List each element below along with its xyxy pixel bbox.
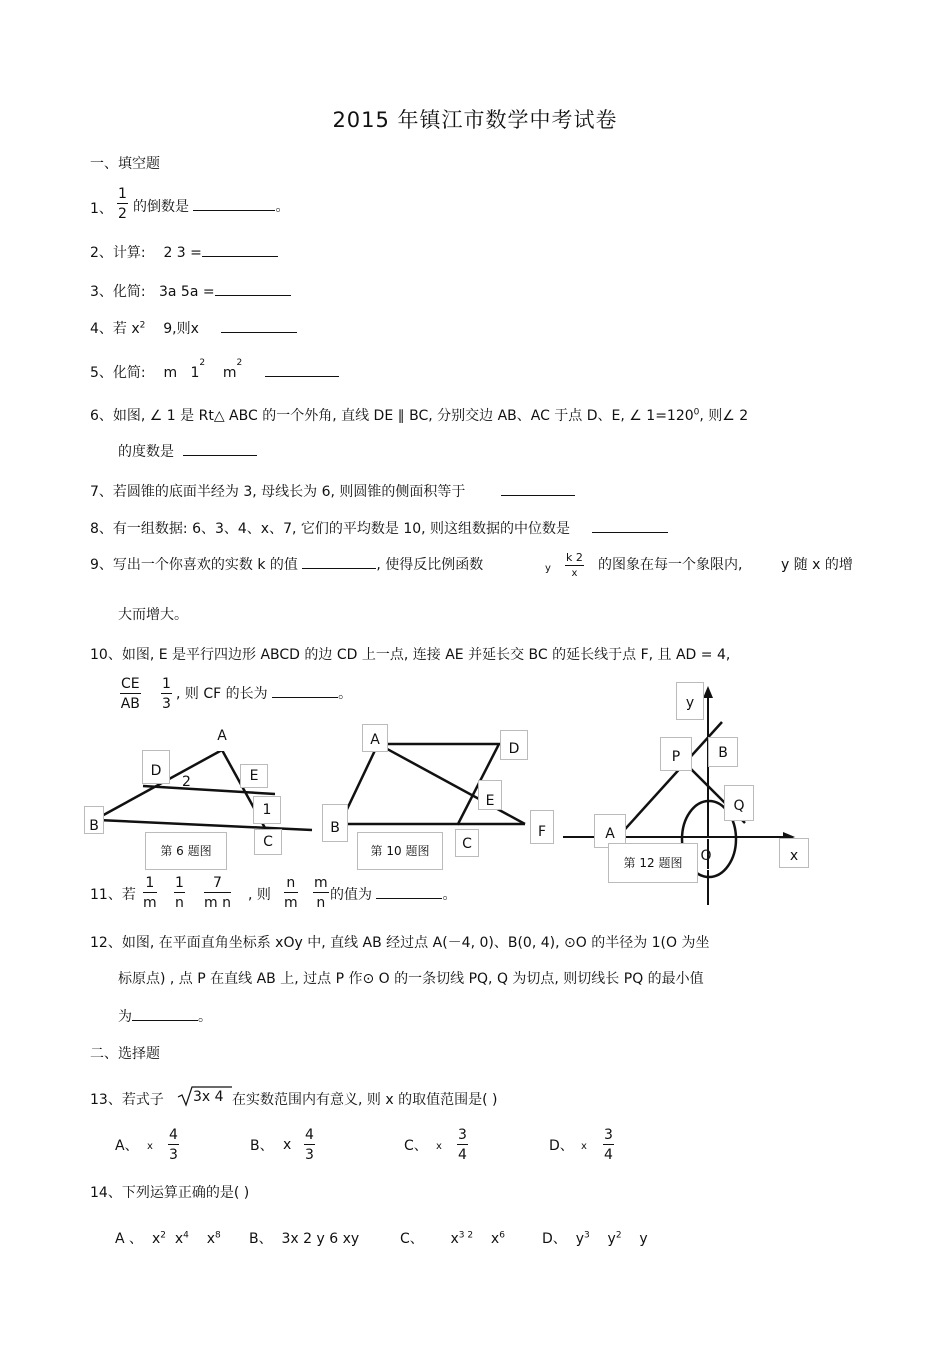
fig10-label-b: B (322, 804, 348, 842)
section-multiple-choice: 二、选择题 (90, 1046, 160, 1062)
q13-option-a-label[interactable]: A、 (115, 1138, 139, 1154)
q13-rest: 在实数范围内有意义, 则 x 的取值范围是( ) (232, 1092, 498, 1108)
q1-number: 1、 (90, 201, 113, 217)
fig12-label-y: y (676, 682, 704, 720)
q13-option-c-frac: $\frac{3}{4}$ (458, 1127, 467, 1163)
q11-frac3: $\frac{7}{\text{m n}}$ (204, 875, 231, 911)
q10-line2: , 则 CF 的长为 。 (176, 686, 353, 702)
q14-option-d[interactable]: D、 $y^3$ $y^2$ y (542, 1230, 648, 1247)
fig12-label-q: Q (724, 785, 754, 821)
fig10-parallelogram (340, 744, 499, 824)
fig12-label-b: B (708, 737, 738, 767)
q9-line2: 大而增大。 (118, 607, 188, 623)
fig6-label-c: C (254, 829, 282, 855)
q11-end: 的值为 。 (330, 887, 457, 903)
fig6-caption: 第 6 题图 (145, 832, 227, 870)
q11-frac5: $\frac{m}{n}$ (314, 875, 328, 911)
q1-text: 的倒数是 。 (133, 199, 290, 215)
q7: 7、若圆锥的底面半经为 3, 母线长为 6, 则圆锥的侧面积等于 (90, 481, 575, 501)
q13-option-d-frac: $\frac{3}{4}$ (604, 1127, 613, 1163)
q13-option-a-x: x (147, 1141, 153, 1152)
fig12-label-o: O (690, 838, 722, 870)
q6-line1: 6、如图, ∠ 1 是 Rt△ ABC 的一个外角, 直线 DE ∥ BC, 分别交边 AB、AC 于点 D、E, ∠ $1=120^0$, 则∠ 2 (90, 407, 749, 424)
fig6-label-a: A (208, 727, 236, 751)
q13-text: 13、若式子 (90, 1092, 164, 1108)
fig12-y-arrow (703, 686, 713, 698)
q14-option-a[interactable]: A 、 $x^2$ $x^4$ $x^8$ (115, 1230, 221, 1247)
fig10-caption: 第 10 题图 (357, 832, 443, 870)
q6-line2: 的度数是 (118, 441, 257, 461)
fig10-label-e: E (478, 780, 502, 810)
q9-y: y (545, 563, 551, 574)
q12-line2: 标原点) , 点 P 在直线 AB 上, 过点 P 作⊙ O 的一条切线 PQ, Q 为切点, 则切线长 PQ 的最小值 (118, 971, 704, 987)
q3: 3、化简: 3a 5a = (90, 281, 291, 301)
q1-denominator: 2 (118, 206, 127, 222)
q11-frac4: $\frac{n}{m}$ (284, 875, 298, 911)
q9-denominator: x (571, 568, 578, 579)
q14-option-c[interactable]: C、 $x^{3 2}$ $x^6$ (400, 1230, 505, 1247)
page-title: 2015 年镇江市数学中考试卷 (332, 108, 618, 132)
fig12-label-a: A (594, 814, 626, 848)
fig12-label-p: P (660, 737, 692, 771)
q14-text: 14、下列运算正确的是( ) (90, 1185, 250, 1201)
q14-option-b[interactable]: B、 3x 2 y 6 xy (249, 1231, 360, 1247)
q12-line3: 为 。 (118, 1009, 212, 1025)
q13-option-c-x: x (436, 1141, 442, 1152)
q12-line1: 12、如图, 在平面直角坐标系 xOy 中, 直线 AB 经过点 A(－4, 0)、B(0, 4), ⊙O 的半径为 1(O 为坐 (90, 935, 710, 951)
q9-part3: 的图象在每一个象限内, (598, 557, 743, 573)
q13-option-d-label[interactable]: D、 (549, 1138, 574, 1154)
fig6-label-d: D (142, 750, 170, 784)
fig6-label-1: 1 (253, 796, 281, 824)
fig12-caption: 第 12 题图 (608, 843, 698, 883)
q11-mid: , 则 (248, 887, 271, 903)
section-fill-in: 一、填空题 (90, 156, 160, 172)
q9-part1: 9、写出一个你喜欢的实数 k 的值 , 使得反比例函数 (90, 557, 484, 573)
q8: 8、有一组数据: 6、3、4、x、7, 它们的平均数是 10, 则这组数据的中位数是 (90, 518, 668, 538)
fig10-label-f: F (530, 810, 554, 844)
q1-numerator: 1 (118, 186, 127, 202)
q10-fraction-one-third: $\frac{1}{3}$ (162, 676, 171, 712)
q9-part4: y 随 x 的增 (781, 557, 853, 573)
q2: 2、计算: 2 3 = (90, 242, 278, 262)
q13-option-b-frac: $\frac{4}{3}$ (305, 1127, 314, 1163)
fig12-label-x: x (779, 838, 809, 868)
q13-option-d-x: x (581, 1141, 587, 1152)
q11-frac2: $\frac{1}{n}$ (175, 875, 184, 911)
q13-option-a-frac: $\frac{4}{3}$ (169, 1127, 178, 1163)
q13-option-c-label[interactable]: C、 (404, 1138, 428, 1154)
fig6-label-2: 2 (182, 774, 191, 790)
fig6-label-b: B (84, 806, 104, 834)
fig6-label-e: E (240, 764, 268, 788)
q11-frac1: $\frac{1}{m}$ (143, 875, 157, 911)
q9-numerator: k 2 (566, 551, 583, 564)
q12-answer-blank[interactable] (132, 1019, 198, 1021)
q5: 5、化简: m $1^2$ $m^2$ (90, 362, 339, 382)
fig10-label-d: D (500, 730, 528, 760)
fig10-label-c: C (455, 829, 479, 857)
q10-fraction-ce-ab: $\frac{CE}{AB}$ (120, 676, 140, 712)
q13-radicand: 3x 4 (193, 1089, 224, 1105)
q10-line1: 10、如图, E 是平行四边形 ABCD 的边 CD 上一点, 连接 AE 并延长交 BC 的延长线于点 F, 且 AD = 4, (90, 647, 731, 663)
q11-number: 11、若 (90, 887, 136, 903)
fig10-label-a: A (362, 724, 388, 752)
q13-option-b-x: x (283, 1137, 292, 1153)
q11-answer-blank[interactable] (376, 897, 442, 899)
q13-option-b-label[interactable]: B、 (250, 1138, 274, 1154)
q4: 4、若 $x^2$ 9,则x (90, 318, 297, 338)
